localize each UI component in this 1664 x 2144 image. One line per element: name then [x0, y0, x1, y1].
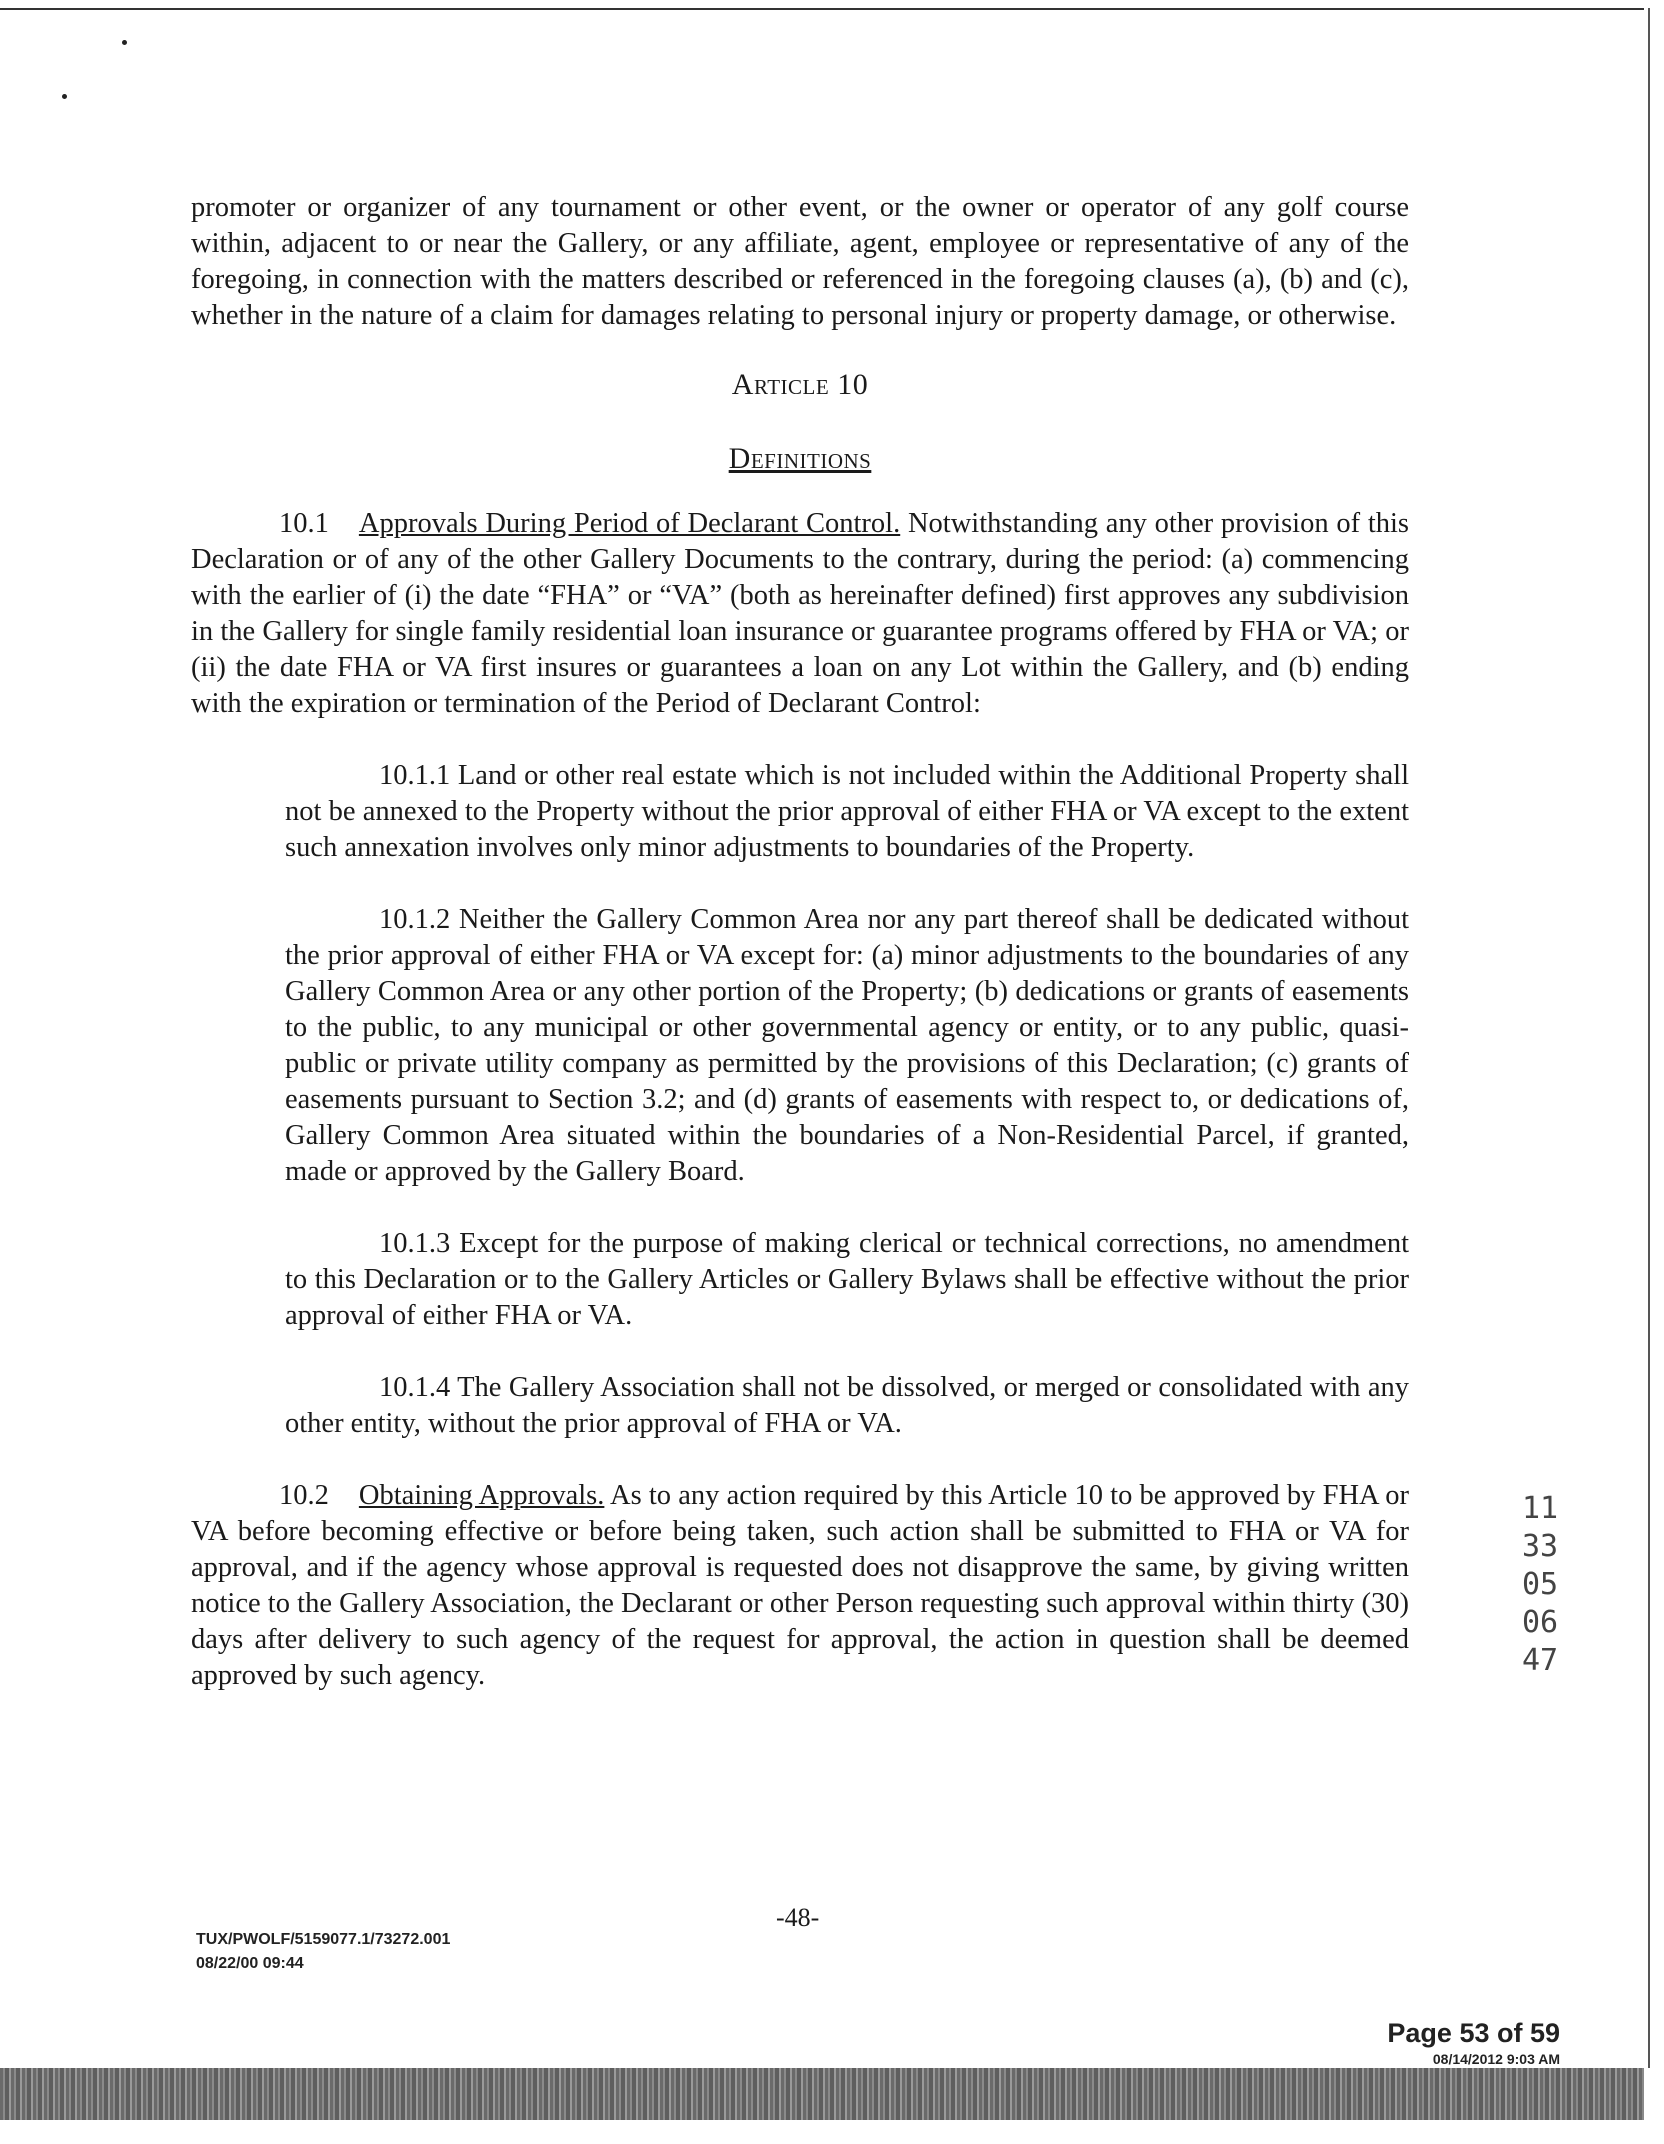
scan-speck	[122, 40, 127, 45]
recording-stamp: 113305 0647	[1521, 1491, 1559, 1678]
print-timestamp: 08/14/2012 9:03 AM	[1432, 2051, 1560, 2067]
section-body: As to any action required by this Article 10 to be approved by FHA or VA before becoming effective or before being taken, such action shall be submitted to FHA or VA for approval, and if the agency whose approval is requested does not disapprove the same, by giving written notice to the Gallery Association, the Declarant or other Person requesting such approval within thirty (30) days after delivery to such agency of the request for approval, the action in question shall be deemed approved by such agency.	[191, 1480, 1409, 1691]
right-scan-border	[1648, 8, 1650, 2068]
section-10-1-4: 10.1.4 The Gallery Association shall not be dissolved, or merged or consolidated with any other entity, without the prior approval of FHA or VA.	[285, 1372, 1409, 1439]
document-id	[196, 1928, 450, 1976]
top-scan-border	[0, 8, 1644, 10]
scan-speck	[62, 94, 67, 99]
section-10-1-2: 10.1.2 Neither the Gallery Common Area nor any part thereof shall be dedicated without the prior approval of either FHA or VA except for: (a) minor adjustments to the boundaries of any Gallery Common Area or any other portion of the Property; (b) dedications or grants of easements to the public, to any municipal or other governmental agency or entity, or to any public, quasi-public or private utility company as permitted by the provisions of this Declaration; (c) grants of easements pursuant to Section 3.2; and (d) grants of easements with respect to, or dedications of, Gallery Common Area situated within the boundaries of a Non-Residential Parcel, if granted, made or approved by the Gallery Board.	[285, 904, 1409, 1187]
section-number: 10.2	[279, 1480, 329, 1511]
intro-paragraph: promoter or organizer of any tournament or other event, or the owner or operator of any golf course within, adjacent to or near the Gallery, or any affiliate, agent, employee or representative of any of the foregoing, in connection with the matters described or referenced in the foregoing clauses (a), (b) and (c), whether in the nature of a claim for damages relating to personal injury or property damage, or otherwise.	[191, 192, 1409, 331]
article-heading: Article 10	[731, 368, 869, 401]
section-title: Obtaining Approvals.	[358, 1480, 605, 1511]
section-10-2	[191, 1478, 1409, 1694]
section-number: 10.1	[279, 508, 329, 539]
page-number: -48-	[776, 1903, 820, 1932]
section-title: Approvals During Period of Declarant Control.	[358, 508, 901, 539]
document-body	[191, 190, 1409, 1730]
section-10-1	[191, 506, 1409, 722]
section-10-1-1: 10.1.1 Land or other real estate which is not included within the Additional Property shall not be annexed to the Property without the prior approval of either FHA or VA except to the extent such annexation involves only minor adjustments to boundaries of the Property.	[285, 760, 1409, 863]
section-body: Notwithstanding any other provision of this Declaration or of any of the other Gallery Documents to the contrary, during the period: (a) commencing with the earlier of (i) the date “FHA” or “VA” (both as hereinafter defined) first approves any subdivision in the Gallery for single family residential loan insurance or guarantee programs offered by FHA or VA; or (ii) the date FHA or VA first insures or guarantees a loan on any Lot within the Gallery, and (b) ending with the expiration or termination of the Period of Declarant Control:	[191, 508, 1410, 719]
document-id-line-2: 08/22/00 09:44	[196, 1955, 304, 1972]
section-10-1-3: 10.1.3 Except for the purpose of making clerical or technical corrections, no amendment to this Declaration or to the Gallery Articles or Gallery Bylaws shall be effective without the prior approval of either FHA or VA.	[285, 1228, 1409, 1331]
page-counter: Page 53 of 59	[1387, 2018, 1560, 2048]
scan-bottom-bar	[0, 2068, 1644, 2120]
document-id-line-1: TUX/PWOLF/5159077.1/73272.001	[196, 1931, 451, 1948]
section-heading: Definitions	[728, 442, 872, 475]
